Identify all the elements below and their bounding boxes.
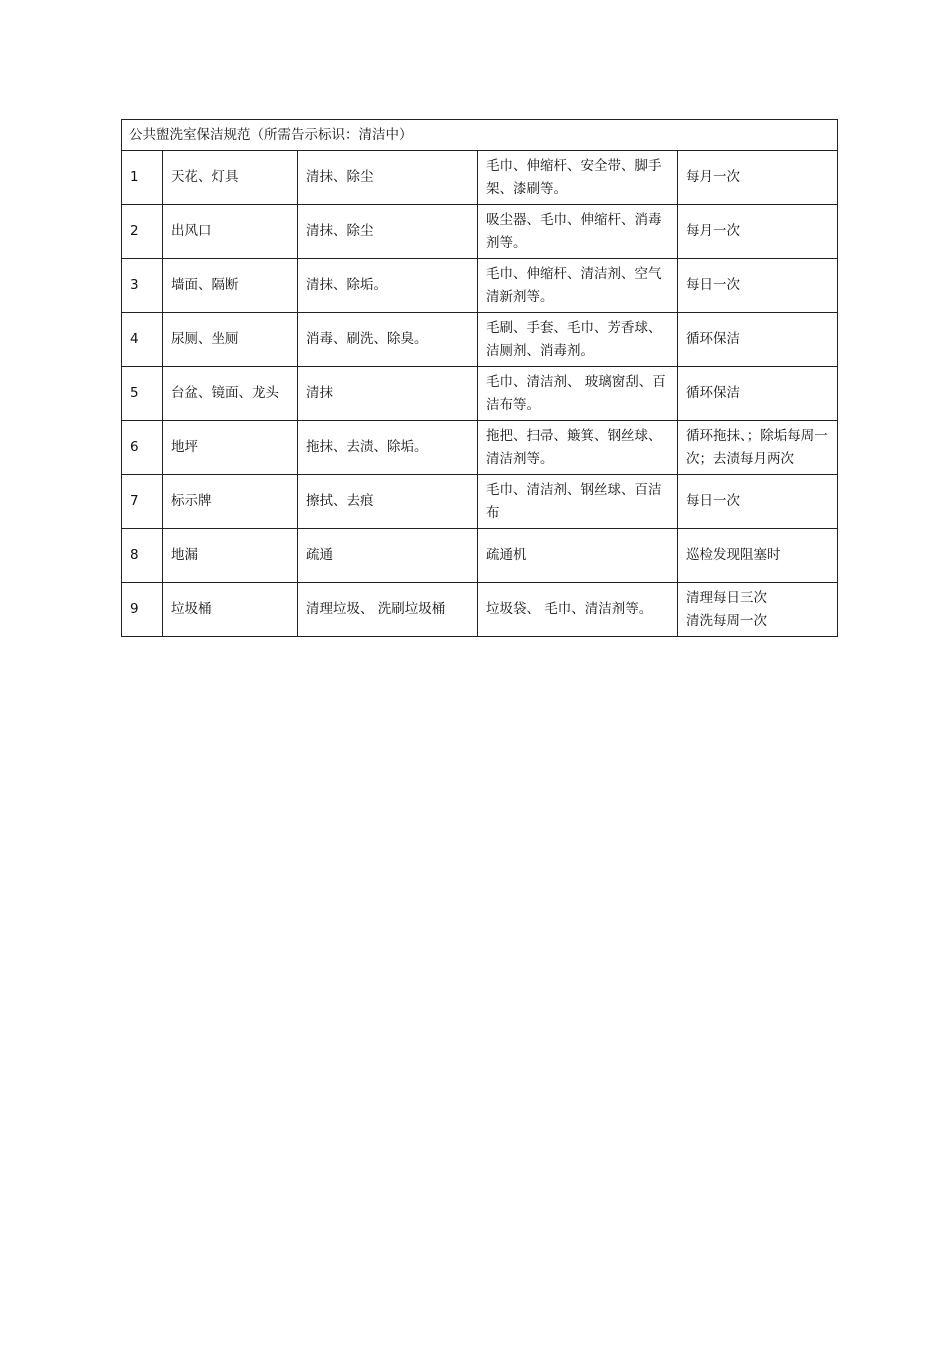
cleaning-item: 垃圾桶 [163,583,298,637]
row-number: 1 [122,151,163,205]
cleaning-frequency: 循环保洁 [678,313,838,367]
cleaning-item: 天花、灯具 [163,151,298,205]
cleaning-item: 标示牌 [163,475,298,529]
table-row [122,313,838,367]
cleaning-method: 清抹 [298,367,478,421]
table-row [122,529,838,583]
cleaning-tools: 毛巾、伸缩杆、安全带、脚手架、漆刷等。 [478,151,678,205]
cleaning-item: 台盆、镜面、龙头 [163,367,298,421]
cleaning-tools: 毛巾、清洁剂、 玻璃窗刮、百洁布等。 [478,367,678,421]
table-row [122,259,838,313]
row-number: 2 [122,205,163,259]
cleaning-tools: 毛刷、手套、毛巾、芳香球、洁厕剂、消毒剂。 [478,313,678,367]
cleaning-frequency: 每月一次 [678,151,838,205]
cleaning-method: 清理垃圾、 洗刷垃圾桶 [298,583,478,637]
cleaning-frequency: 巡检发现阻塞时 [678,529,838,583]
cleaning-tools: 拖把、扫帚、簸箕、钢丝球、清洁剂等。 [478,421,678,475]
cleaning-frequency: 每日一次 [678,259,838,313]
table-title-row [122,120,838,151]
table-row [122,421,838,475]
cleaning-method: 疏通 [298,529,478,583]
row-number: 9 [122,583,163,637]
table-row [122,151,838,205]
cleaning-item: 地漏 [163,529,298,583]
cleaning-frequency: 循环拖抹、；除垢每周一次；去渍每月两次 [678,421,838,475]
cleaning-frequency: 循环保洁 [678,367,838,421]
table-title: 公共盥洗室保洁规范（所需告示标识：清洁中） [122,120,838,151]
table-row [122,205,838,259]
row-number: 6 [122,421,163,475]
cleaning-spec-table [121,119,838,637]
cleaning-tools: 毛巾、清洁剂、钢丝球、百洁布 [478,475,678,529]
cleaning-method: 拖抹、去渍、除垢。 [298,421,478,475]
table-row [122,367,838,421]
cleaning-method: 擦拭、去痕 [298,475,478,529]
cleaning-method: 消毒、刷洗、除臭。 [298,313,478,367]
row-number: 4 [122,313,163,367]
cleaning-item: 墙面、隔断 [163,259,298,313]
cleaning-method: 清抹、除垢。 [298,259,478,313]
cleaning-item: 出风口 [163,205,298,259]
cleaning-method: 清抹、除尘 [298,205,478,259]
cleaning-frequency: 清理每日三次 清洗每周一次 [678,583,838,637]
table-row [122,583,838,637]
row-number: 8 [122,529,163,583]
cleaning-tools: 毛巾、伸缩杆、清洁剂、空气清新剂等。 [478,259,678,313]
cleaning-item: 尿厕、坐厕 [163,313,298,367]
row-number: 7 [122,475,163,529]
cleaning-frequency: 每日一次 [678,475,838,529]
table-row [122,475,838,529]
row-number: 5 [122,367,163,421]
cleaning-frequency: 每月一次 [678,205,838,259]
cleaning-item: 地坪 [163,421,298,475]
cleaning-tools: 疏通机 [478,529,678,583]
cleaning-tools: 垃圾袋、 毛巾、清洁剂等。 [478,583,678,637]
row-number: 3 [122,259,163,313]
cleaning-tools: 吸尘器、毛巾、伸缩杆、消毒剂等。 [478,205,678,259]
cleaning-method: 清抹、除尘 [298,151,478,205]
